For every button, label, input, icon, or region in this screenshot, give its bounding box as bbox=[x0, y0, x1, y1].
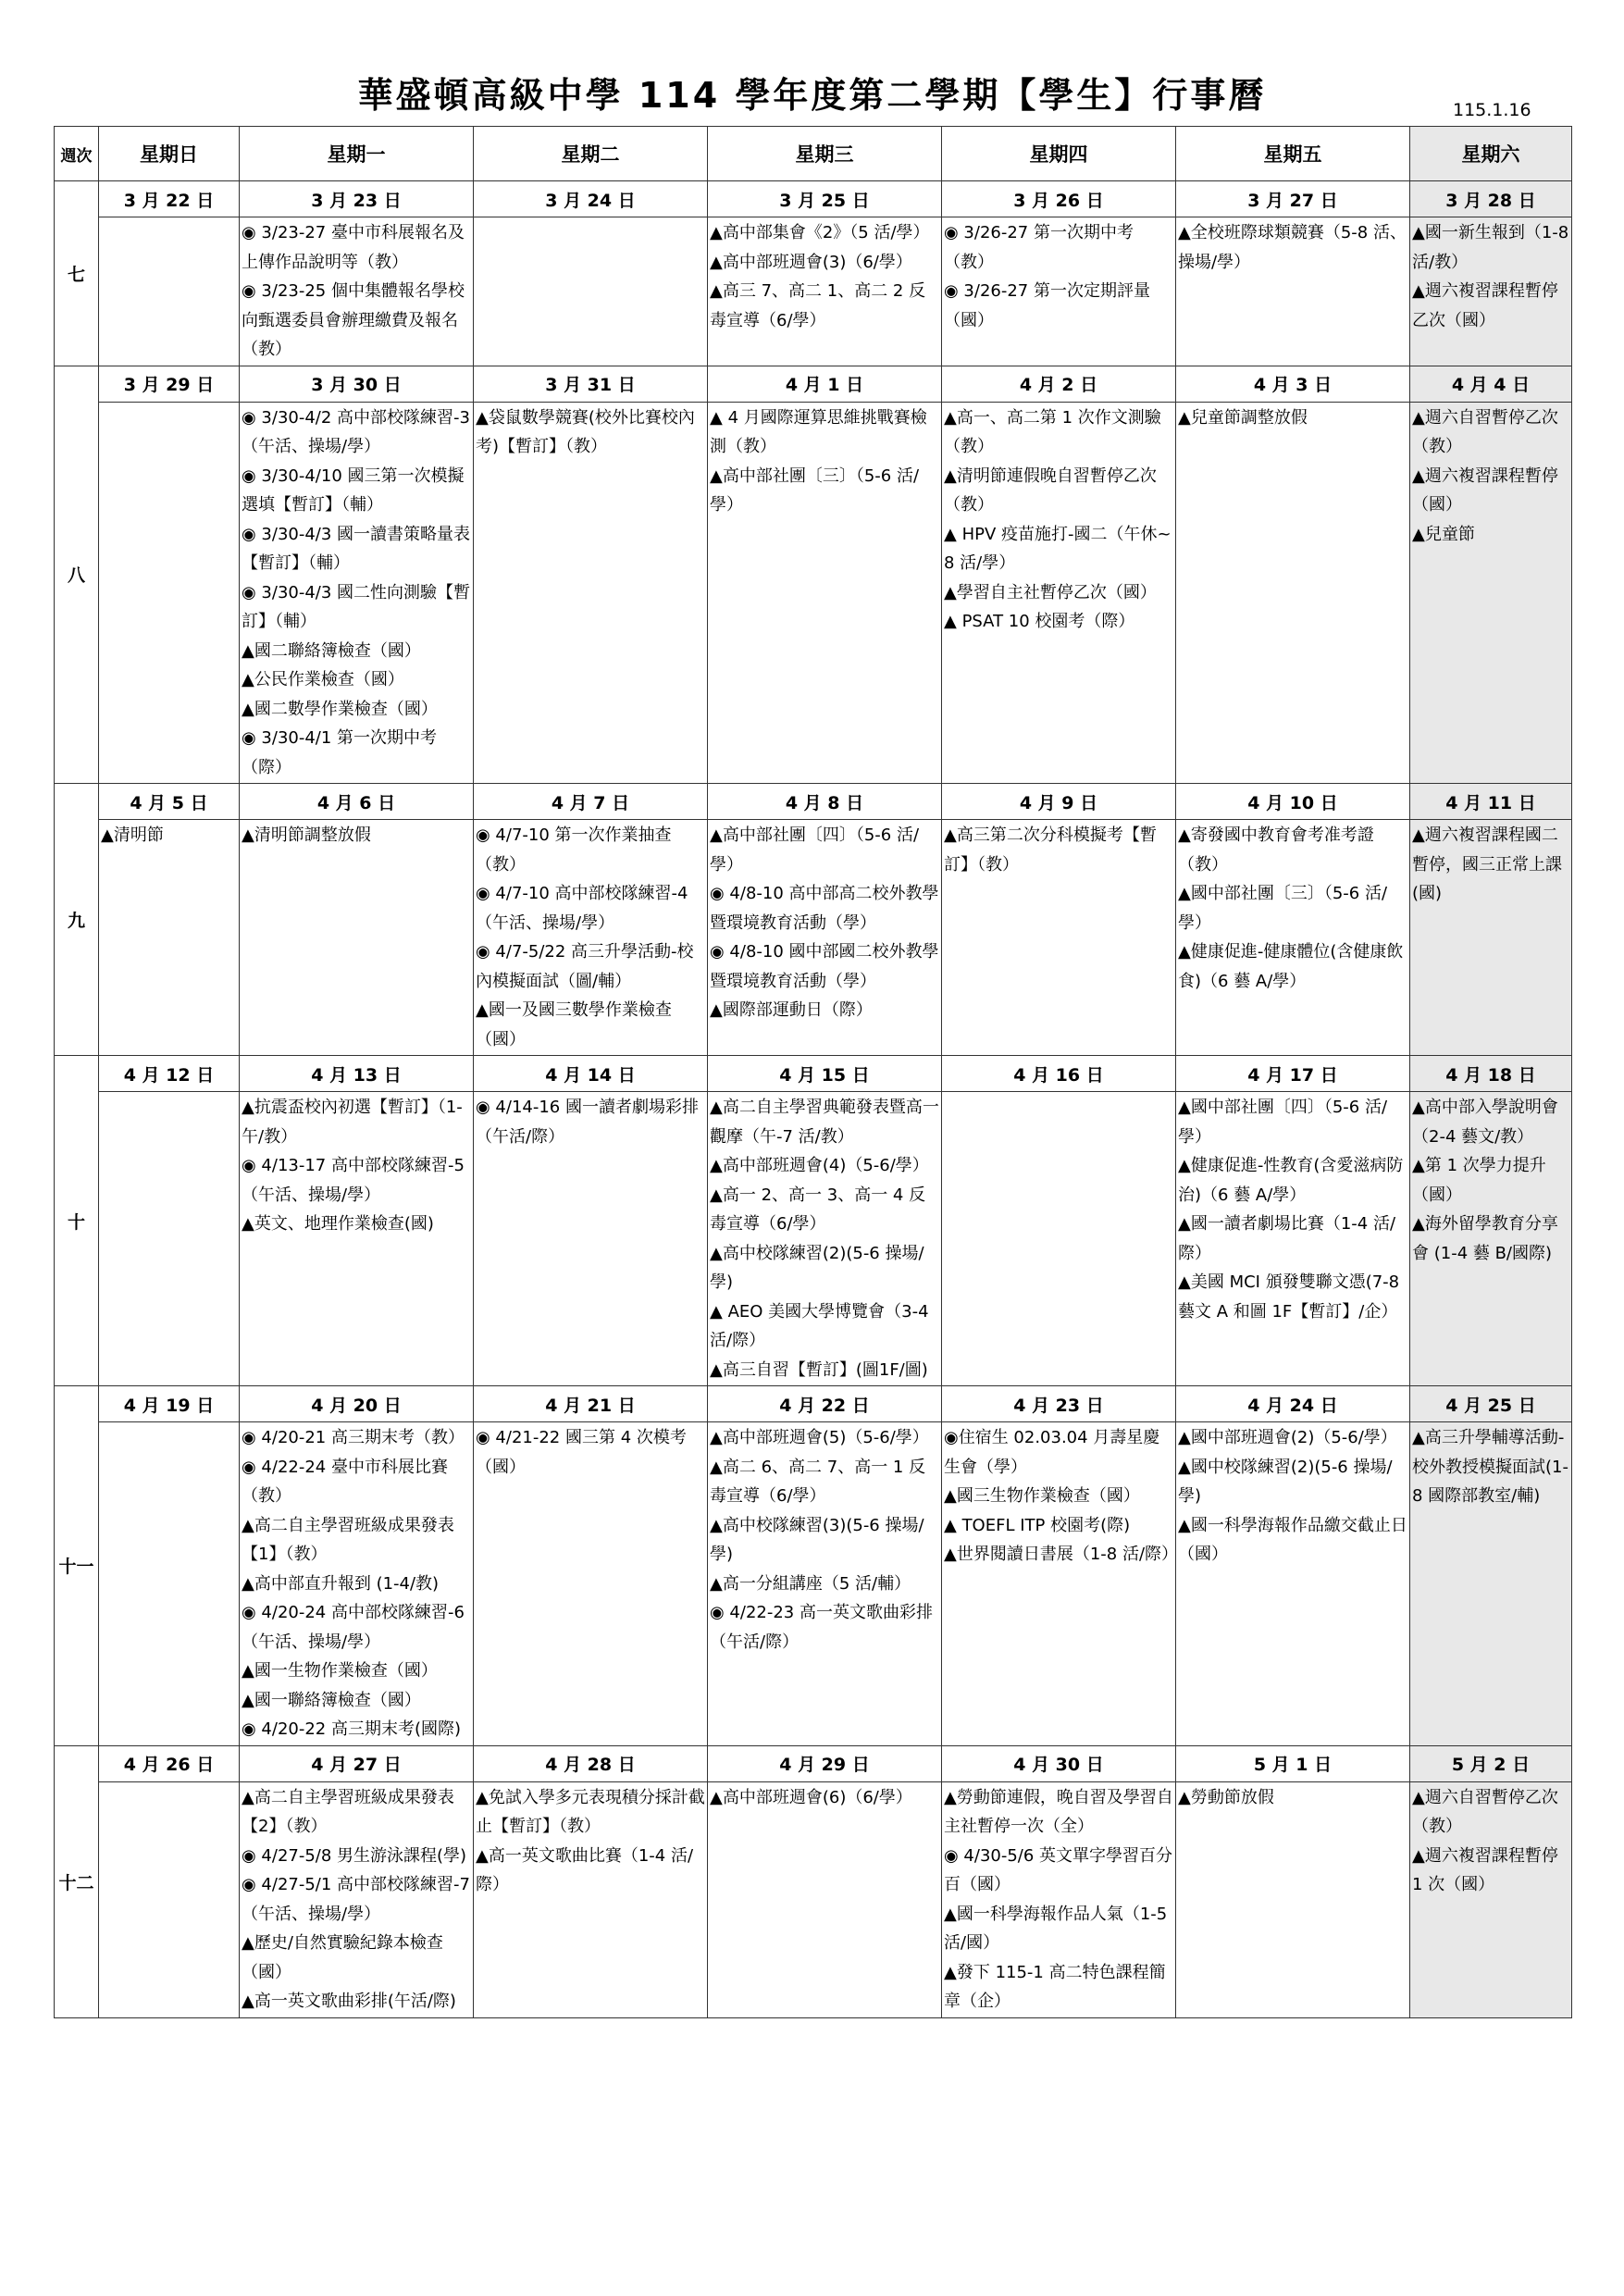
event-item: ▲ TOEFL ITP 校園考(際) bbox=[944, 1515, 1131, 1535]
event-item: ▲高中部社團〔三〕（5-6 活/學） bbox=[710, 465, 920, 515]
events-cell-tuesday bbox=[474, 1092, 708, 1386]
event-item: ▲國一聯絡簿檢查（國） bbox=[242, 1690, 421, 1710]
event-item: ▲國一科學海報作品人氣（1-5 活/國） bbox=[944, 1904, 1168, 1953]
events-cell-monday bbox=[240, 820, 474, 1056]
event-item: ◉ 4/27-5/1 高中部校隊練習-7（午活、操場/學） bbox=[242, 1875, 470, 1924]
event-item: ◉ 4/20-21 高三期末考（教） bbox=[242, 1428, 465, 1447]
date-cell-sunday: 3 月 22 日 bbox=[99, 181, 240, 217]
event-item: ▲國中部社團〔三〕（5-6 活/學） bbox=[1178, 884, 1388, 933]
events-row bbox=[55, 402, 1572, 784]
date-cell-monday: 3 月 23 日 bbox=[240, 181, 474, 217]
event-item: ▲高三第二次分科模擬考【暫訂】（教） bbox=[944, 825, 1157, 875]
events-cell-friday bbox=[1176, 820, 1410, 1056]
events-row bbox=[55, 1781, 1572, 2017]
events-cell-saturday bbox=[1410, 1781, 1572, 2017]
event-item: ▲高中部集會《2》（5 活/學） bbox=[710, 223, 930, 242]
events-cell-saturday bbox=[1410, 820, 1572, 1056]
calendar-table bbox=[54, 126, 1572, 2018]
event-item: ▲高中部班週會(4)（5-6/學） bbox=[710, 1156, 929, 1175]
events-cell-sunday bbox=[99, 820, 240, 1056]
event-item: ▲週六複習課程國二暫停，國三正常上課(國) bbox=[1412, 825, 1562, 903]
events-cell-monday bbox=[240, 1092, 474, 1386]
event-item: ▲兒童節調整放假 bbox=[1178, 407, 1308, 428]
event-item: ▲高二自主學習典範發表暨高一觀摩（午-7 活/教） bbox=[710, 1098, 939, 1147]
event-item: ▲世界閱讀日書展（1-8 活/際） bbox=[944, 1545, 1179, 1564]
event-item: ▲國一新生報到（1-8 活/教） bbox=[1412, 223, 1569, 272]
header-week: 週次 bbox=[55, 127, 99, 181]
date-cell-wednesday: 3 月 25 日 bbox=[708, 181, 942, 217]
event-item: ▲健康促進-性教育(含愛滋病防治)（6 藝 A/學） bbox=[1178, 1156, 1404, 1205]
event-item: ◉ 3/30-4/3 國二性向測驗【暫訂】（輔） bbox=[242, 582, 471, 631]
date-cell-saturday: 4 月 18 日 bbox=[1410, 1056, 1572, 1092]
date-cell-friday: 4 月 10 日 bbox=[1176, 784, 1410, 820]
events-cell-friday bbox=[1176, 402, 1410, 784]
event-item: ▲高二 6、高二 7、高一 1 反毒宣導（6/學） bbox=[710, 1457, 926, 1506]
event-item: ▲學習自主社暫停乙次（國） bbox=[944, 582, 1157, 602]
header-monday: 星期一 bbox=[240, 127, 474, 181]
event-item: ◉ 4/8-10 國中部國二校外教學暨環境教育活動（學） bbox=[710, 942, 939, 991]
date-cell-monday: 4 月 6 日 bbox=[240, 784, 474, 820]
event-item: ▲週六自習暫停乙次（教） bbox=[1412, 1787, 1558, 1836]
date-cell-tuesday: 4 月 21 日 bbox=[474, 1386, 708, 1422]
header-thursday: 星期四 bbox=[942, 127, 1176, 181]
event-item: ▲ AEO 美國大學博覽會（3-4 活/際） bbox=[710, 1301, 929, 1350]
date-cell-thursday: 4 月 16 日 bbox=[942, 1056, 1176, 1092]
event-item: ◉ 4/20-22 高三期末考(國際) bbox=[242, 1719, 462, 1739]
event-item: ◉ 3/30-4/10 國三第一次模擬選填【暫訂】（輔） bbox=[242, 465, 465, 515]
event-item: ▲抗震盃校內初選【暫訂】（1-午/教） bbox=[242, 1098, 463, 1147]
event-item: ▲清明節 bbox=[101, 825, 164, 845]
date-row bbox=[55, 1056, 1572, 1092]
events-cell-saturday bbox=[1410, 1422, 1572, 1746]
event-item: ▲清明節連假晚自習暫停乙次（教） bbox=[944, 465, 1157, 515]
event-item: ▲高三自習【暫訂】(圖1F/圖) bbox=[710, 1359, 928, 1380]
date-cell-friday: 3 月 27 日 bbox=[1176, 181, 1410, 217]
event-item: ▲美國 MCI 頒發雙聯文憑(7-8 藝文 A 和圖 1F【暫訂】/企） bbox=[1178, 1272, 1400, 1322]
date-cell-wednesday: 4 月 1 日 bbox=[708, 366, 942, 402]
events-cell-thursday bbox=[942, 1781, 1176, 2017]
date-cell-wednesday: 4 月 15 日 bbox=[708, 1056, 942, 1092]
event-item: ◉ 4/7-10 高中部校隊練習-4（午活、操場/學） bbox=[476, 884, 688, 933]
event-item: ▲英文、地理作業檢查(國) bbox=[242, 1214, 434, 1234]
date-cell-saturday: 4 月 25 日 bbox=[1410, 1386, 1572, 1422]
date-cell-wednesday: 4 月 29 日 bbox=[708, 1745, 942, 1781]
event-item: ◉ 4/22-23 高一英文歌曲彩排（午活/際） bbox=[710, 1603, 933, 1652]
week-number: 七 bbox=[55, 181, 99, 366]
date-cell-tuesday: 4 月 14 日 bbox=[474, 1056, 708, 1092]
events-cell-wednesday bbox=[708, 820, 942, 1056]
event-item: ▲高中部直升報到 (1-4/教) bbox=[242, 1573, 440, 1594]
event-item: ▲高中校隊練習(3)(5-6 操場/學) bbox=[710, 1515, 924, 1564]
event-item: ▲ PSAT 10 校園考（際） bbox=[944, 612, 1135, 631]
events-cell-wednesday bbox=[708, 1781, 942, 2017]
events-cell-saturday bbox=[1410, 402, 1572, 784]
page-title: 華盛頓高級中學 114 學年度第二學期【學生】行事曆 bbox=[357, 75, 1267, 116]
events-cell-sunday bbox=[99, 1092, 240, 1386]
events-cell-friday bbox=[1176, 1422, 1410, 1746]
date-cell-saturday: 3 月 28 日 bbox=[1410, 181, 1572, 217]
date-cell-thursday: 3 月 26 日 bbox=[942, 181, 1176, 217]
event-item: ▲國際部運動日（際） bbox=[710, 1000, 873, 1020]
event-item: ▲海外留學教育分享會 (1-4 藝 B/國際) bbox=[1412, 1214, 1558, 1263]
header-saturday: 星期六 bbox=[1410, 127, 1572, 181]
week-number: 十 bbox=[55, 1056, 99, 1386]
week-number: 八 bbox=[55, 366, 99, 784]
events-cell-monday bbox=[240, 402, 474, 784]
events-cell-wednesday bbox=[708, 1422, 942, 1746]
header-wednesday: 星期三 bbox=[708, 127, 942, 181]
date-row bbox=[55, 1386, 1572, 1422]
event-item: ▲發下 115-1 高二特色課程簡章（企） bbox=[944, 1962, 1166, 2011]
event-item: ◉ 3/30-4/1 第一次期中考（際） bbox=[242, 728, 438, 777]
event-item: ▲高一英文歌曲彩排(午活/際) bbox=[242, 1992, 456, 2011]
event-item: ▲國中部班週會(2)（5-6/學） bbox=[1178, 1428, 1397, 1447]
event-item: ▲週六複習課程暫停乙次（國） bbox=[1412, 281, 1558, 330]
event-item: ▲高中部社團〔四〕（5-6 活/學） bbox=[710, 825, 920, 875]
header-row bbox=[55, 127, 1572, 181]
date-cell-tuesday: 4 月 7 日 bbox=[474, 784, 708, 820]
event-item: ▲高二自主學習班級成果發表【2】（教） bbox=[242, 1787, 454, 1836]
events-cell-sunday bbox=[99, 402, 240, 784]
events-cell-sunday bbox=[99, 1422, 240, 1746]
events-cell-monday bbox=[240, 217, 474, 366]
event-item: ▲ 4 月國際運算思維挑戰賽檢測（教） bbox=[710, 407, 927, 456]
event-item: ▲高二自主學習班級成果發表【1】（教） bbox=[242, 1515, 454, 1564]
events-cell-saturday bbox=[1410, 1092, 1572, 1386]
event-item: ▲國二聯絡簿檢查（國） bbox=[242, 640, 421, 661]
events-cell-tuesday bbox=[474, 217, 708, 366]
event-item: ▲勞動節放假 bbox=[1178, 1787, 1274, 1807]
events-cell-friday bbox=[1176, 1781, 1410, 2017]
date-row bbox=[55, 181, 1572, 217]
event-item: ▲第 1 次學力提升（國） bbox=[1412, 1156, 1546, 1205]
events-cell-tuesday bbox=[474, 820, 708, 1056]
event-item: ◉ 4/13-17 高中部校隊練習-5（午活、操場/學） bbox=[242, 1156, 465, 1205]
event-item: ▲國中部社團〔四〕（5-6 活/學） bbox=[1178, 1098, 1388, 1147]
event-item: ▲兒童節 bbox=[1412, 524, 1475, 544]
week-number: 九 bbox=[55, 784, 99, 1056]
event-item: ◉ 4/30-5/6 英文單字學習百分百（國） bbox=[944, 1845, 1173, 1894]
events-cell-sunday bbox=[99, 1781, 240, 2017]
header-friday: 星期五 bbox=[1176, 127, 1410, 181]
event-item: ▲國三生物作業檢查（國） bbox=[944, 1486, 1140, 1506]
document-date: 115.1.16 bbox=[1453, 100, 1531, 120]
event-item: ▲全校班際球類競賽（5-8 活、操場/學） bbox=[1178, 223, 1407, 272]
date-cell-saturday: 5 月 2 日 bbox=[1410, 1745, 1572, 1781]
date-cell-friday: 5 月 1 日 bbox=[1176, 1745, 1410, 1781]
event-item: ▲免試入學多元表現積分採計截止【暫訂】（教） bbox=[476, 1787, 705, 1836]
events-cell-monday bbox=[240, 1781, 474, 2017]
date-cell-tuesday: 4 月 28 日 bbox=[474, 1745, 708, 1781]
events-cell-tuesday bbox=[474, 1781, 708, 2017]
date-cell-sunday: 4 月 5 日 bbox=[99, 784, 240, 820]
date-cell-monday: 3 月 30 日 bbox=[240, 366, 474, 402]
event-item: ▲國一及國三數學作業檢查（國） bbox=[476, 1000, 672, 1049]
event-item: ◉住宿生 02.03.04 月壽星慶生會（學） bbox=[944, 1428, 1160, 1477]
week-number: 十二 bbox=[55, 1745, 99, 2017]
event-item: ▲週六複習課程暫停（國） bbox=[1412, 465, 1558, 515]
event-item: ◉ 3/30-4/3 國一讀書策略量表【暫訂】（輔） bbox=[242, 524, 471, 573]
date-cell-friday: 4 月 3 日 bbox=[1176, 366, 1410, 402]
date-cell-thursday: 4 月 9 日 bbox=[942, 784, 1176, 820]
events-cell-friday bbox=[1176, 217, 1410, 366]
date-cell-monday: 4 月 13 日 bbox=[240, 1056, 474, 1092]
event-item: ▲國一讀者劇場比賽（1-4 活/際） bbox=[1178, 1214, 1396, 1263]
date-cell-saturday: 4 月 11 日 bbox=[1410, 784, 1572, 820]
event-item: ▲國一科學海報作品繳交截止日（國） bbox=[1178, 1515, 1407, 1564]
event-item: ◉ 3/23-25 個中集體報名學校向甄選委員會辦理繳費及報名（教） bbox=[242, 281, 465, 359]
events-cell-sunday bbox=[99, 217, 240, 366]
events-cell-monday bbox=[240, 1422, 474, 1746]
event-item: ▲ HPV 疫苗施打-國二（午休~8 活/學） bbox=[944, 524, 1172, 573]
event-item: ▲清明節調整放假 bbox=[242, 825, 371, 845]
events-row bbox=[55, 1092, 1572, 1386]
header-tuesday: 星期二 bbox=[474, 127, 708, 181]
event-item: ▲高一、高二第 1 次作文測驗（教） bbox=[944, 407, 1161, 456]
date-cell-wednesday: 4 月 8 日 bbox=[708, 784, 942, 820]
event-item: ◉ 4/22-24 臺中市科展比賽（教） bbox=[242, 1457, 448, 1506]
event-item: ◉ 4/14-16 國一讀者劇場彩排（午活/際） bbox=[476, 1098, 699, 1147]
event-item: ◉ 4/8-10 高中部高二校外教學暨環境教育活動（學） bbox=[710, 884, 939, 933]
event-item: ▲高三 7、高二 1、高二 2 反毒宣導（6/學） bbox=[710, 281, 926, 330]
event-item: ▲高一 2、高一 3、高一 4 反毒宣導（6/學） bbox=[710, 1185, 926, 1234]
event-item: ◉ 3/26-27 第一次定期評量（國） bbox=[944, 281, 1150, 330]
event-item: ◉ 4/7-10 第一次作業抽查（教） bbox=[476, 825, 672, 875]
event-item: ▲歷史/自然實驗紀錄本檢查（國） bbox=[242, 1933, 443, 1982]
events-cell-friday bbox=[1176, 1092, 1410, 1386]
events-cell-thursday bbox=[942, 402, 1176, 784]
event-item: ▲高中部班週會(6)（6/學） bbox=[710, 1787, 912, 1807]
event-item: ▲國二數學作業檢查（國） bbox=[242, 699, 438, 719]
events-cell-thursday bbox=[942, 820, 1176, 1056]
event-item: ◉ 3/30-4/2 高中部校隊練習-3（午活、操場/學） bbox=[242, 407, 470, 456]
event-item: ▲週六複習課程暫停 1 次（國） bbox=[1412, 1845, 1558, 1894]
event-item: ▲高一英文歌曲比賽（1-4 活/際） bbox=[476, 1845, 694, 1894]
date-cell-sunday: 4 月 12 日 bbox=[99, 1056, 240, 1092]
event-item: ▲高中部班週會(3)（6/學） bbox=[710, 252, 912, 272]
date-cell-thursday: 4 月 30 日 bbox=[942, 1745, 1176, 1781]
date-cell-thursday: 4 月 23 日 bbox=[942, 1386, 1176, 1422]
event-item: ◉ 4/20-24 高中部校隊練習-6（午活、操場/學） bbox=[242, 1603, 465, 1652]
date-cell-wednesday: 4 月 22 日 bbox=[708, 1386, 942, 1422]
date-cell-sunday: 4 月 26 日 bbox=[99, 1745, 240, 1781]
event-item: ◉ 3/26-27 第一次期中考（教） bbox=[944, 223, 1134, 272]
events-cell-thursday bbox=[942, 1092, 1176, 1386]
event-item: ▲健康促進-健康體位(含健康飲食)（6 藝 A/學） bbox=[1178, 942, 1404, 991]
date-cell-thursday: 4 月 2 日 bbox=[942, 366, 1176, 402]
event-item: ▲國一生物作業檢查（國） bbox=[242, 1661, 438, 1681]
date-row bbox=[55, 366, 1572, 402]
header-sunday: 星期日 bbox=[99, 127, 240, 181]
event-item: ▲寄發國中教育會考准考證（教） bbox=[1178, 825, 1374, 875]
events-cell-wednesday bbox=[708, 1092, 942, 1386]
event-item: ▲高三升學輔導活動-校外教授模擬面試(1-8 國際部教室/輔) bbox=[1412, 1428, 1568, 1506]
event-item: ◉ 4/21-22 國三第 4 次模考（國） bbox=[476, 1428, 687, 1477]
events-cell-tuesday bbox=[474, 1422, 708, 1746]
events-cell-thursday bbox=[942, 1422, 1179, 1746]
event-item: ▲國中校隊練習(2)(5-6 操場/學) bbox=[1178, 1457, 1393, 1506]
week-number: 十一 bbox=[55, 1386, 99, 1746]
date-cell-sunday: 3 月 29 日 bbox=[99, 366, 240, 402]
event-item: ▲高中部班週會(5)（5-6/學） bbox=[710, 1428, 929, 1447]
event-item: ▲高中部入學說明會（2-4 藝文/教） bbox=[1412, 1098, 1558, 1147]
date-cell-monday: 4 月 27 日 bbox=[240, 1745, 474, 1781]
event-item: ▲週六自習暫停乙次（教） bbox=[1412, 407, 1558, 456]
date-cell-saturday: 4 月 4 日 bbox=[1410, 366, 1572, 402]
event-item: ▲公民作業檢查（國） bbox=[242, 670, 404, 689]
date-row bbox=[55, 784, 1572, 820]
date-row bbox=[55, 1745, 1572, 1781]
events-row bbox=[55, 820, 1572, 1056]
date-cell-tuesday: 3 月 31 日 bbox=[474, 366, 708, 402]
event-item: ◉ 4/27-5/8 男生游泳課程(學) bbox=[242, 1845, 467, 1866]
events-cell-tuesday bbox=[474, 402, 708, 784]
event-item: ▲高中校隊練習(2)(5-6 操場/學) bbox=[710, 1243, 924, 1292]
events-cell-wednesday bbox=[708, 402, 942, 784]
event-item: ▲袋鼠數學競賽(校外比賽校內考)【暫訂】（教） bbox=[476, 407, 695, 456]
date-cell-monday: 4 月 20 日 bbox=[240, 1386, 474, 1422]
event-item: ▲高一分組講座（5 活/輔） bbox=[710, 1573, 911, 1594]
event-item: ◉ 3/23-27 臺中市科展報名及上傳作品說明等（教） bbox=[242, 223, 465, 272]
events-cell-thursday bbox=[942, 217, 1176, 366]
events-row bbox=[55, 217, 1572, 366]
events-cell-saturday bbox=[1410, 217, 1572, 366]
events-cell-wednesday bbox=[708, 217, 942, 366]
event-item: ◉ 4/7-5/22 高三升學活動-校內模擬面試（圖/輔） bbox=[476, 942, 694, 991]
date-cell-tuesday: 3 月 24 日 bbox=[474, 181, 708, 217]
event-item: ▲勞動節連假，晚自習及學習自主社暫停一次（全） bbox=[944, 1787, 1173, 1836]
events-row bbox=[55, 1422, 1572, 1746]
date-cell-friday: 4 月 17 日 bbox=[1176, 1056, 1410, 1092]
date-cell-sunday: 4 月 19 日 bbox=[99, 1386, 240, 1422]
date-cell-friday: 4 月 24 日 bbox=[1176, 1386, 1410, 1422]
